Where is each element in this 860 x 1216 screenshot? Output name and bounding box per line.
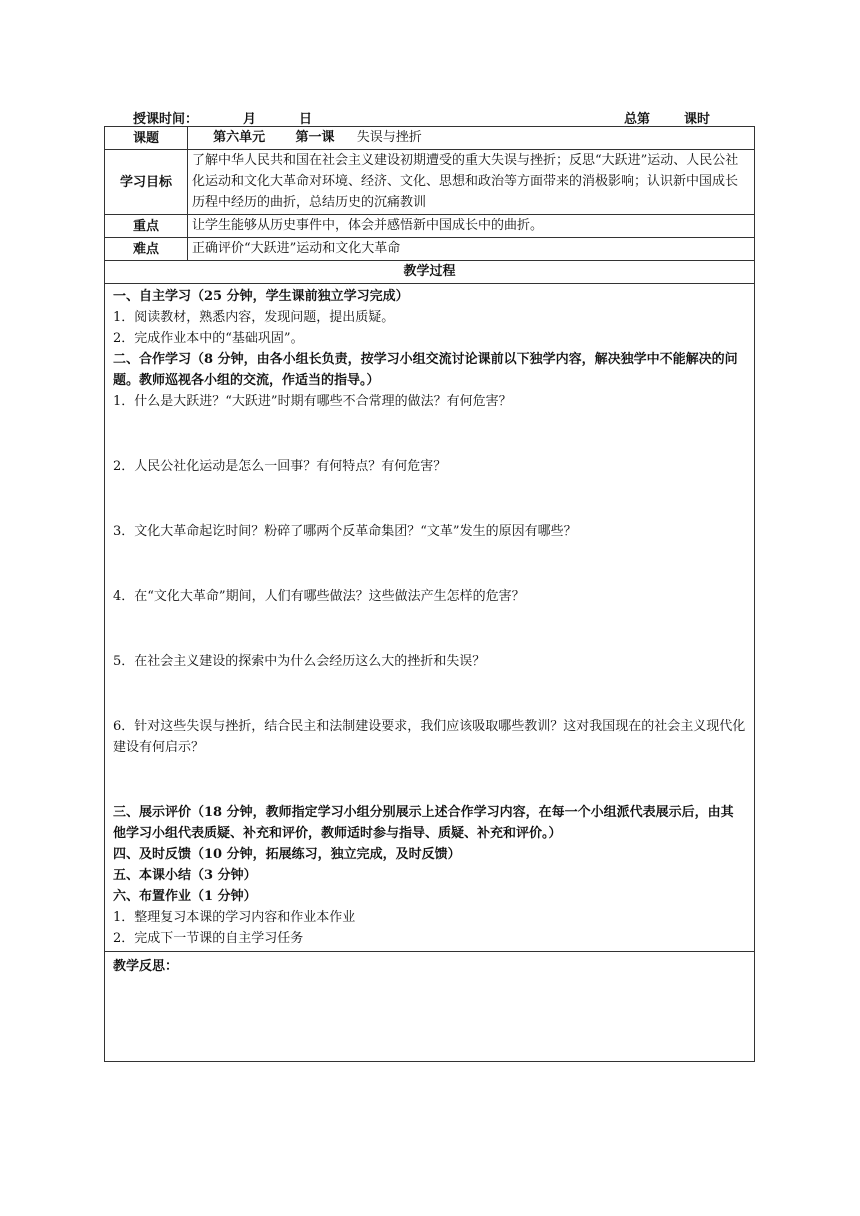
reflection-label: 教学反思： (113, 959, 179, 974)
focus-label: 重点 (105, 215, 188, 238)
month-label: 月 (243, 112, 257, 127)
reflection-row (105, 952, 755, 1062)
self-study-item-2: 2．完成作业本中的“基础巩固”。 (113, 331, 304, 346)
section-presentation: 三、展示评价（18 分钟，教师指定学习小组分别展示上述合作学习内容，在每一个小组派代表展示后，由其他学习小组代表质疑、补充和评价，教师适时参与指导、质疑、补充和评价。） (113, 805, 734, 841)
lesson-text: 第一课 (295, 130, 335, 145)
process-row (105, 284, 755, 952)
section-summary: 五、本课小结（3 分钟） (113, 868, 257, 883)
process-title: 教学过程 (105, 261, 755, 284)
question-1: 1．什么是大跃进？“大跃进”时期有哪些不合常理的做法？有何危害？ (113, 394, 512, 409)
total-label: 总第 (624, 112, 651, 127)
section-cooperation: 二、合作学习（8 分钟，由各小组长负责，按学习小组交流讨论课前以下独学内容，解决独学中不能解决的问题。教师巡视各小组的交流，作适当的指导。） (113, 352, 738, 388)
goal-row (105, 150, 755, 215)
focus-text: 让学生能够从历史事件中，体会并感悟新中国成长中的曲折。 (188, 215, 755, 238)
section-self-study: 一、自主学习（25 分钟，学生课前独立学习完成） (113, 289, 409, 304)
topic-row (105, 127, 755, 150)
day-label: 日 (299, 112, 313, 127)
question-2: 2．人民公社化运动是怎么一回事？有何特点？有何危害？ (113, 459, 447, 474)
period-label: 课时 (684, 112, 711, 127)
difficulty-row (105, 238, 755, 261)
homework-item-1: 1．整理复习本课的学习内容和作业本作业 (113, 910, 356, 925)
lesson-plan-table (104, 126, 755, 1062)
question-3: 3．文化大革命起讫时间？粉碎了哪两个反革命集团？“文革”发生的原因有哪些？ (113, 524, 577, 539)
section-feedback: 四、及时反馈（10 分钟，拓展练习，独立完成，及时反馈） (113, 847, 461, 862)
difficulty-text: 正确评价“大跃进”运动和文化大革命 (188, 238, 755, 261)
unit-text: 第六单元 (213, 130, 266, 145)
process-title-row (105, 261, 755, 284)
self-study-item-1: 1．阅读教材，熟悉内容，发现问题，提出质疑。 (113, 310, 395, 325)
lesson-title: 失误与挫折 (356, 130, 422, 145)
goal-label: 学习目标 (105, 150, 188, 215)
difficulty-label: 难点 (105, 238, 188, 261)
question-4: 4．在“文化大革命”期间，人们有哪些做法？这些做法产生怎样的危害？ (113, 589, 525, 604)
process-cell (105, 284, 755, 952)
topic-cell (188, 127, 755, 150)
lesson-time-label: 授课时间： (133, 112, 199, 127)
question-6: 6．针对这些失误与挫折，结合民主和法制建设要求，我们应该吸取哪些教训？这对我国现在的社会主义现代化建设有何启示？ (113, 719, 746, 755)
topic-label: 课题 (105, 127, 188, 150)
header-row (133, 108, 733, 128)
question-5: 5．在社会主义建设的探索中为什么会经历这么大的挫折和失误？ (113, 654, 486, 669)
focus-row (105, 215, 755, 238)
reflection-cell (105, 952, 755, 1062)
goal-text: 了解中华人民共和国在社会主义建设初期遭受的重大失误与挫折；反思“大跃进”运动、人民公社化运动和文化大革命对环境、经济、文化、思想和政治等方面带来的消极影响；认识新中国成长历程中经历的曲折，总结历史的沉痛教训 (188, 150, 755, 215)
section-homework: 六、布置作业（1 分钟） (113, 889, 257, 904)
homework-item-2: 2．完成下一节课的自主学习任务 (113, 931, 304, 946)
